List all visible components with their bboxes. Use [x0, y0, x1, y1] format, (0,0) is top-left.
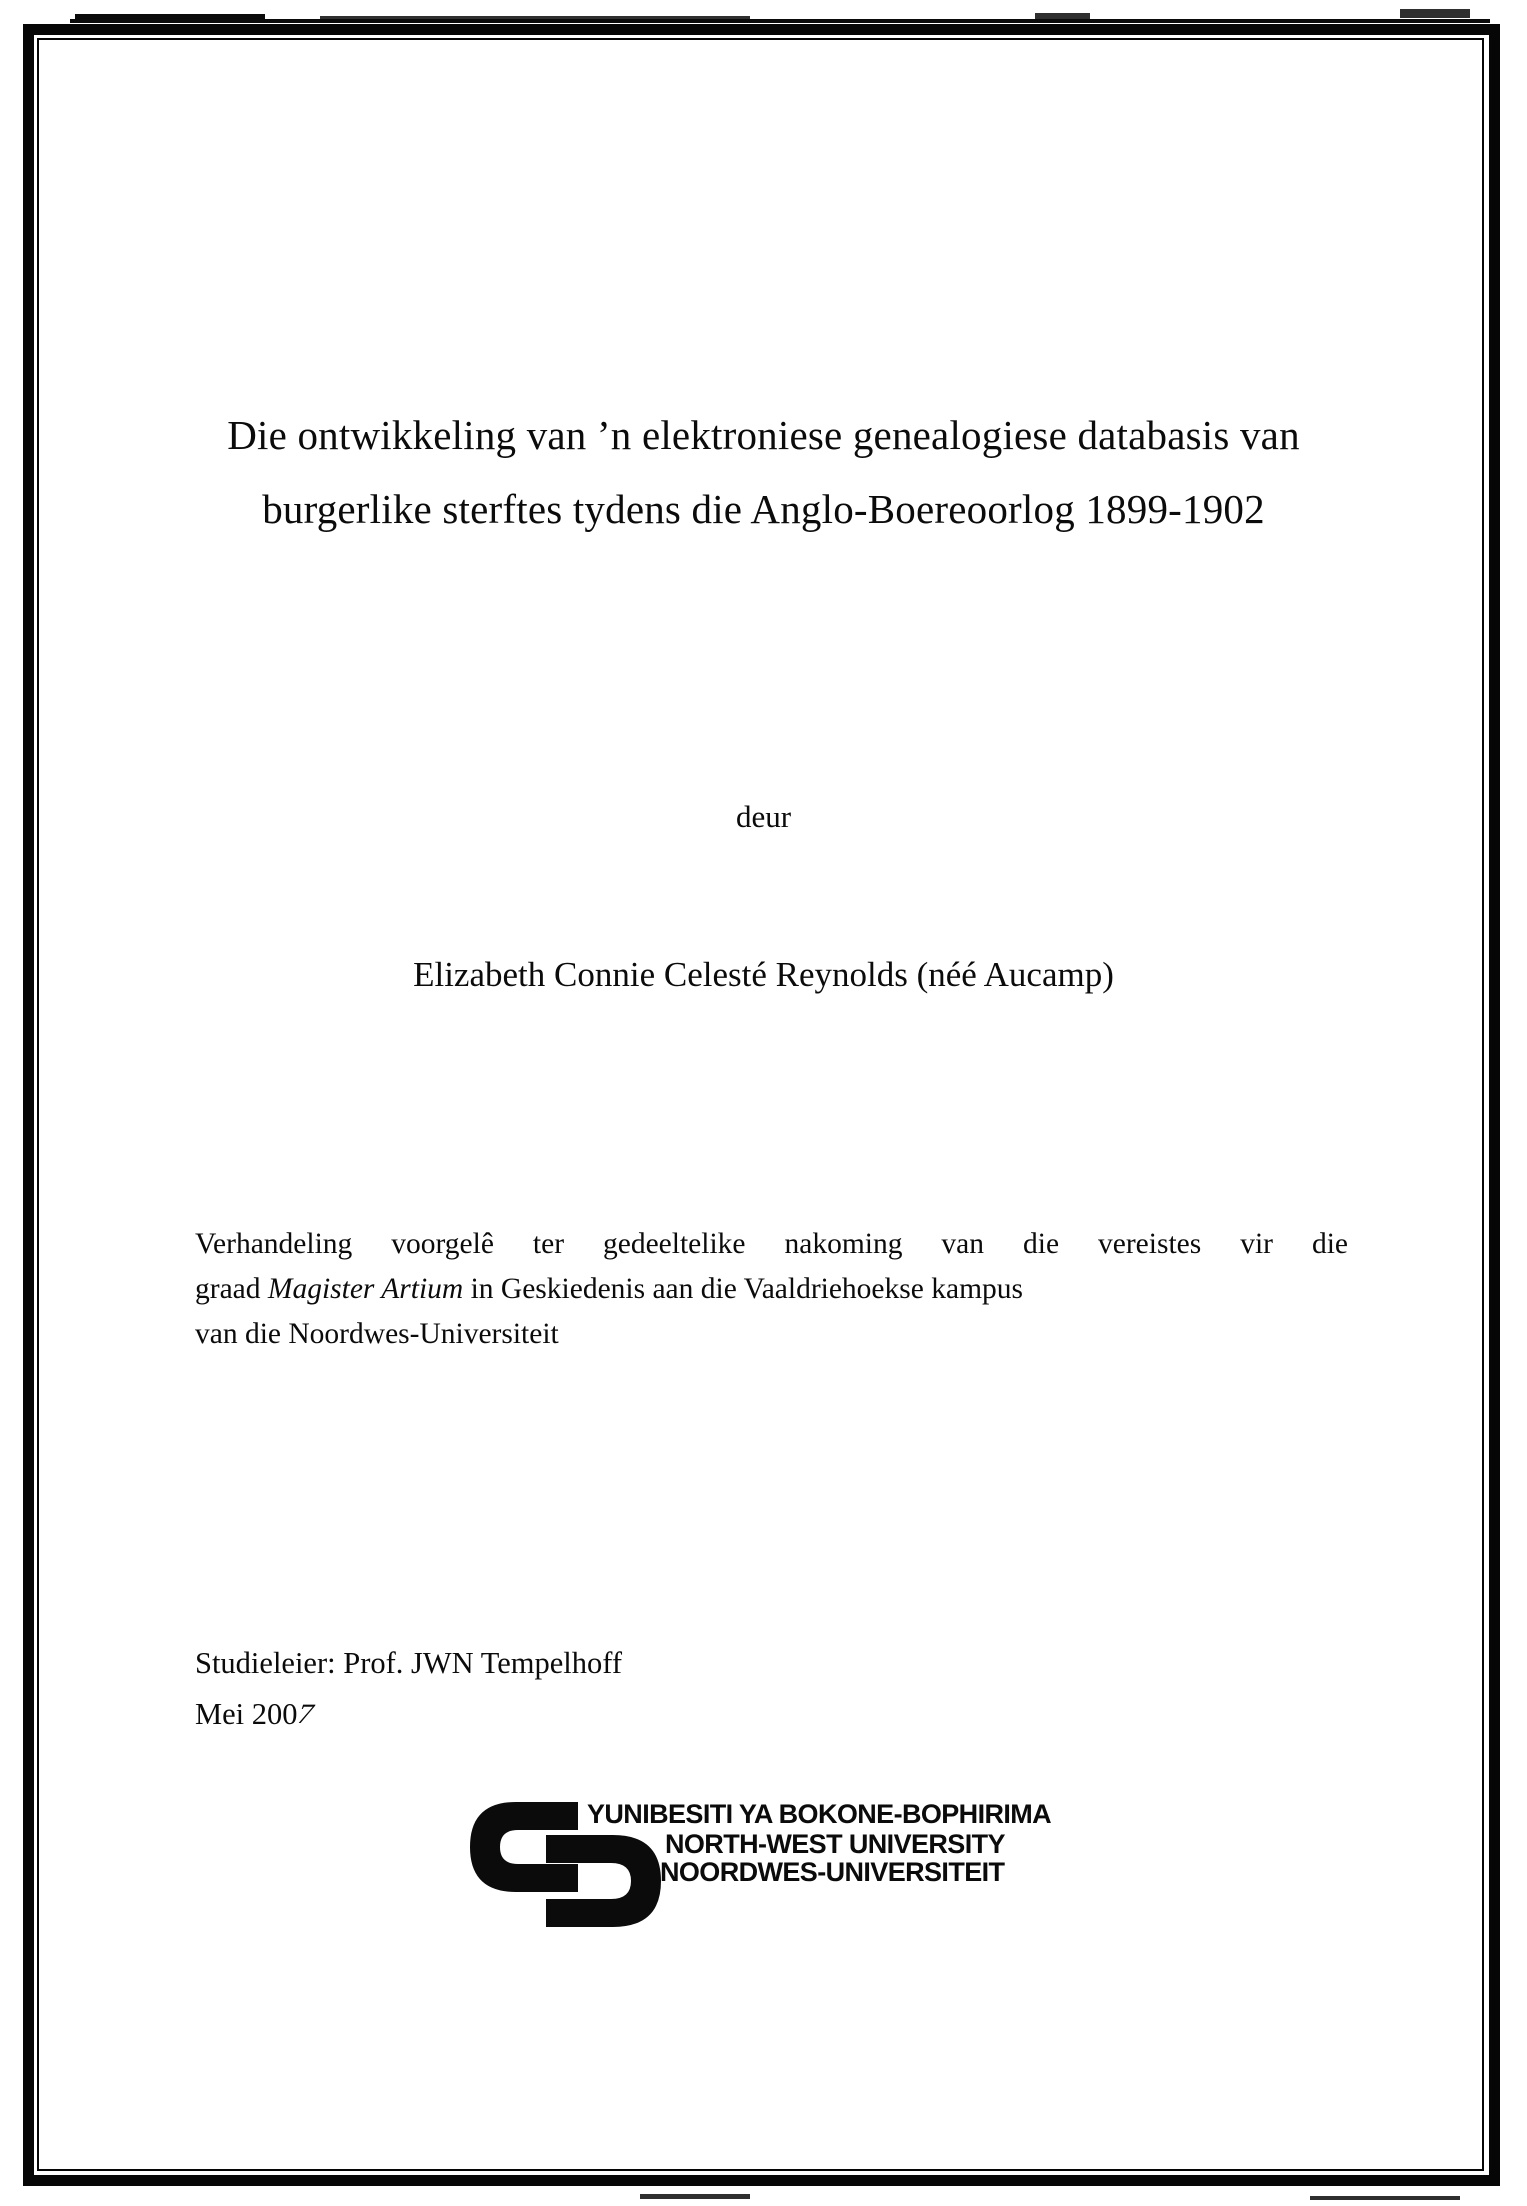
byline: deur — [735, 799, 792, 834]
author-name: Elizabeth Connie Celesté Reynolds (néé Aucamp) — [413, 955, 1114, 994]
degree-statement-line-3: van die Noordwes-Universiteit — [195, 1318, 559, 1350]
degree-name-italic: Magister Artium — [267, 1273, 464, 1305]
scan-artifact — [75, 14, 265, 23]
scan-artifact — [320, 16, 750, 22]
date-last-digit: 7 — [292, 1698, 318, 1730]
scan-artifact — [1035, 13, 1090, 20]
date-line — [195, 1689, 622, 1740]
title-line-1: Die ontwikkeling van ’n elektroniese genealogiese databasis van — [227, 412, 1300, 458]
date-prefix: Mei 200 — [195, 1697, 298, 1731]
scan-artifact — [640, 2194, 750, 2199]
thesis-title — [80, 398, 1447, 546]
degree-line2-pre: graad — [195, 1273, 268, 1305]
logo-text-setswana: YUNIBESITI YA BOKONE-BOPHIRIMA — [587, 1799, 1052, 1829]
supervisor-block — [195, 1638, 622, 1740]
scan-artifact — [1400, 9, 1470, 18]
degree-statement-line-1: Verhandeling voorgelê ter gedeeltelike nakoming van die vereistes vir die — [195, 1228, 1348, 1260]
supervisor-line: Studieleier: Prof. JWN Tempelhoff — [195, 1646, 623, 1680]
scan-artifact — [1310, 2196, 1460, 2200]
title-line-2: burgerlike sterftes tydens die Anglo-Boereoorlog 1899-1902 — [262, 486, 1265, 532]
scan-artifact — [70, 19, 1490, 23]
logo-text-english: NORTH-WEST UNIVERSITY — [665, 1829, 1005, 1859]
university-logo — [468, 1798, 1088, 1938]
degree-line2-post: in Geskiedenis aan die Vaaldriehoekse kampus — [463, 1273, 1023, 1305]
logo-text-afrikaans: NOORDWES-UNIVERSITEIT — [660, 1857, 1005, 1887]
degree-statement-line-2 — [195, 1267, 1348, 1312]
degree-statement — [195, 1222, 1348, 1357]
